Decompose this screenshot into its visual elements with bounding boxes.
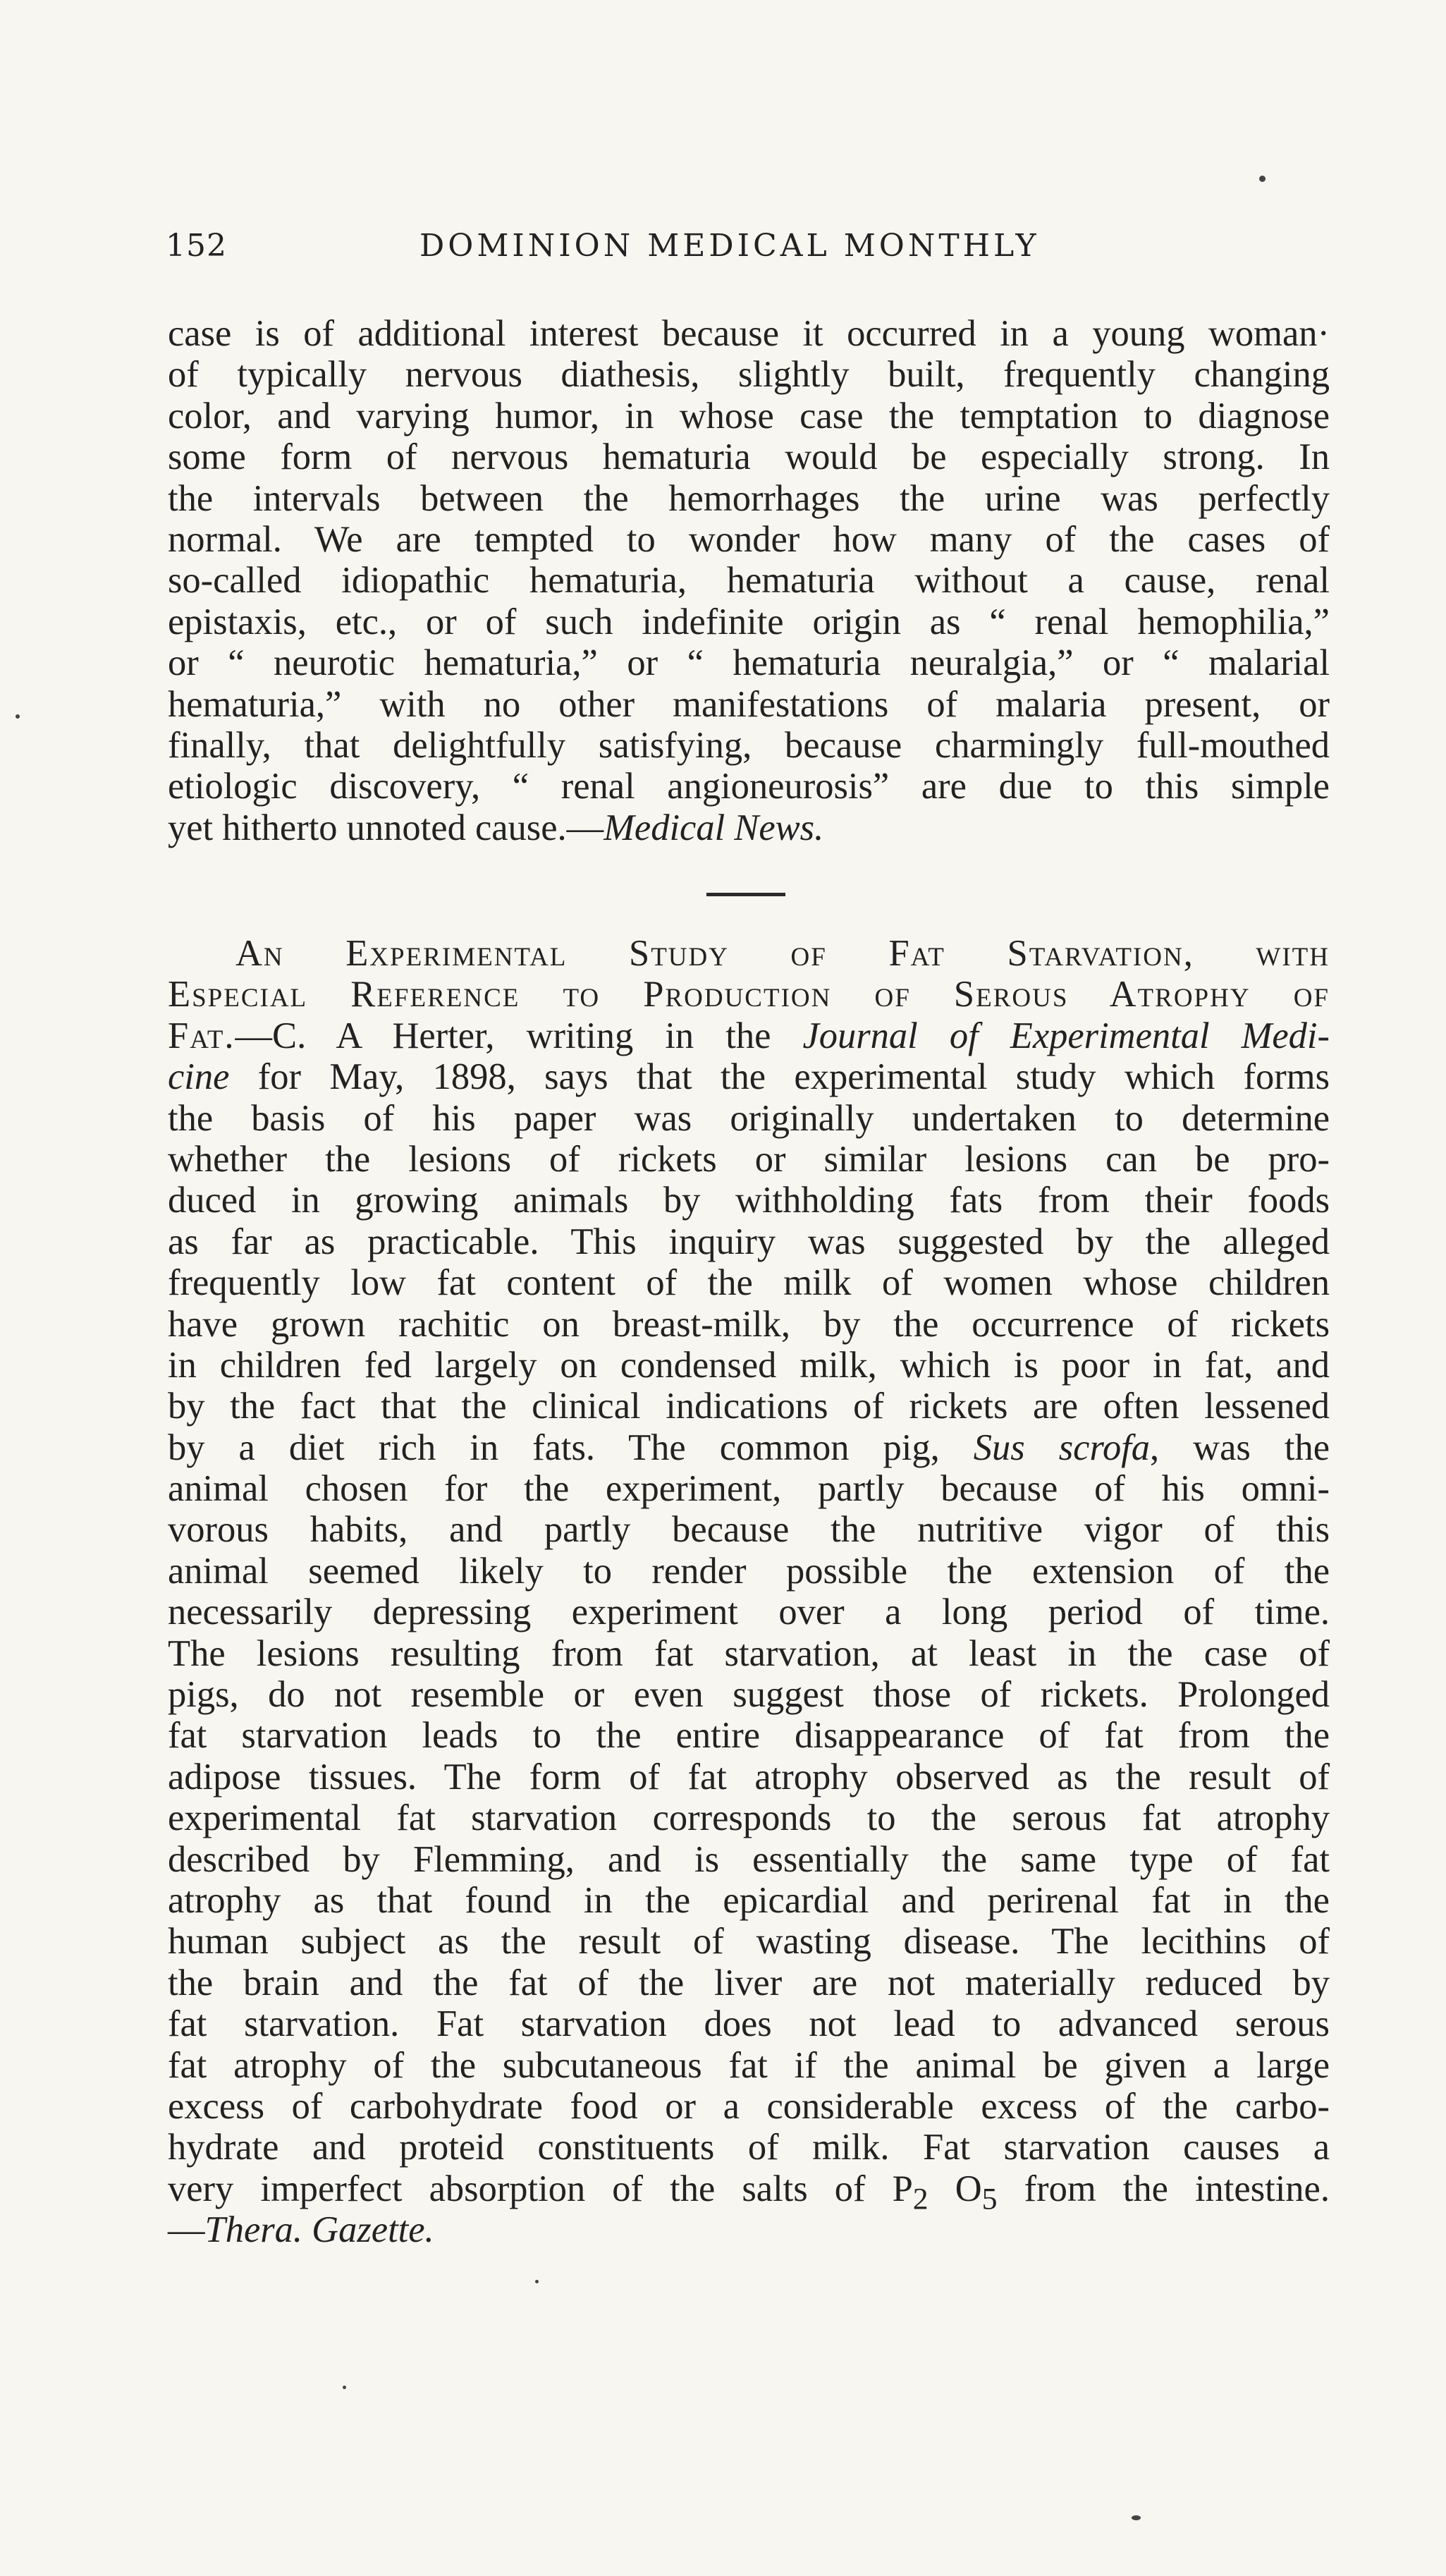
page-number: 152 (166, 228, 227, 264)
text-line: animal seemed likely to render possible the extension of the (168, 1550, 1330, 1592)
text-fragment: for May, 1898, says that the experimental study which forms (229, 1056, 1330, 1098)
text-line: whether the lesions of rickets or similar lesions can be pro- (168, 1138, 1330, 1180)
text-line: pigs, do not resemble or even suggest those of rickets. Prolonged (168, 1674, 1330, 1716)
paper-speck (343, 2386, 346, 2389)
journal-name: Journal of Experimental Medi- (802, 1015, 1330, 1056)
species-name: Sus scrofa (973, 1427, 1151, 1468)
text-line-with-formula (168, 2168, 1330, 2216)
source-citation: Thera. Gazette. (204, 2209, 434, 2251)
text-line: the intervals between the hemorrhages the urine was perfectly (168, 477, 1330, 519)
text-line: some form of nervous hematuria would be especially strong. In (168, 437, 1330, 478)
text-fragment: —C. A Herter, writing in the (235, 1015, 803, 1056)
section-divider (706, 893, 785, 896)
running-head: DOMINION MEDICAL MONTHLY (419, 228, 1040, 264)
text-fragment: from the intestine. (997, 2168, 1330, 2209)
text-line: normal. We are tempted to wonder how many of the cases of (168, 518, 1330, 560)
text-line: by the fact that the clinical indications of rickets are often lessened (168, 1386, 1330, 1427)
text-line: or “ neurotic hematuria,” or “ hematuria neuralgia,” or “ malarial (168, 642, 1330, 684)
paper-speck (1259, 176, 1266, 182)
text-line: finally, that delightfully satisfying, because charmingly full-mouthed (168, 724, 1330, 766)
text-line: epistaxis, etc., or of such indefinite origin as “ renal hemophilia,” (168, 601, 1330, 642)
text-line-with-journal (168, 1056, 1330, 1097)
page-header (166, 228, 1329, 284)
source-line (168, 2209, 1330, 2250)
text-fragment: yet hitherto unnoted cause.— (168, 807, 604, 848)
text-line: of typically nervous diathesis, slightly built, frequently changing (168, 354, 1330, 396)
text-line: so-called idiopathic hematuria, hematuria without a cause, renal (168, 560, 1330, 602)
text-line: hydrate and proteid constituents of milk. Fat starvation causes a (168, 2127, 1330, 2168)
text-line: hematuria,” with no other manifestations of malaria present, or (168, 683, 1330, 725)
text-line: the brain and the fat of the liver are not materially reduced by (168, 1962, 1330, 2003)
source-citation: Medical News. (603, 807, 824, 848)
formula-subscript: 2 (912, 2182, 929, 2216)
text-line: duced in growing animals by withholding fats from their foods (168, 1180, 1330, 1221)
article-title-end: Fat. (168, 1015, 235, 1056)
text-line: fat starvation leads to the entire disappearance of fat from the (168, 1715, 1330, 1757)
text-line: adipose tissues. The form of fat atrophy observed as the result of (168, 1756, 1330, 1797)
text-line: the basis of his paper was originally undertaken to determine (168, 1097, 1330, 1139)
text-line: described by Flemming, and is essentially the same type of fat (168, 1838, 1330, 1880)
article-title-line: An Experimental Study of Fat Starvation, with (235, 933, 1330, 974)
source-dash: — (168, 2209, 205, 2251)
text-line: frequently low fat content of the milk of women whose children (168, 1262, 1330, 1304)
text-fragment: O (928, 2168, 982, 2209)
text-line: experimental fat starvation corresponds to the serous fat atrophy (168, 1797, 1330, 1839)
text-line: have grown rachitic on breast-milk, by the occurrence of rickets (168, 1303, 1330, 1345)
text-line: necessarily depressing experiment over a long period of time. (168, 1592, 1330, 1633)
text-line-with-species (168, 1427, 1330, 1468)
text-line-with-source (168, 807, 1330, 848)
text-line: in children fed largely on condensed milk, which is poor in fat, and (168, 1344, 1330, 1386)
article-continuation (168, 313, 1330, 848)
text-line: human subject as the result of wasting disease. The lecithins of (168, 1921, 1330, 1962)
text-line: etiologic discovery, “ renal angioneurosis” are due to this simple (168, 766, 1330, 807)
text-fragment: by a diet rich in fats. The common pig, (168, 1427, 974, 1468)
text-line-with-journal (168, 1015, 1330, 1056)
text-fragment: very imperfect absorption of the salts of P (168, 2168, 913, 2209)
text-line: color, and varying humor, in whose case the temptation to diagnose (168, 395, 1330, 437)
text-line: case is of additional interest because it occurred in a young woman· (168, 313, 1330, 354)
paper-speck (1132, 2515, 1141, 2520)
text-fragment: , was the (1150, 1427, 1330, 1468)
text-line: The lesions resulting from fat starvation, at least in the case of (168, 1632, 1330, 1674)
journal-name-end: cine (168, 1056, 230, 1098)
article-title-line: Especial Reference to Production of Serous Atrophy of (168, 974, 1330, 1015)
text-line: atrophy as that found in the epicardial and perirenal fat in the (168, 1879, 1330, 1921)
text-line: vorous habits, and partly because the nutritive vigor of this (168, 1509, 1330, 1551)
text-line: as far as practicable. This inquiry was suggested by the alleged (168, 1221, 1330, 1262)
paper-speck (535, 2280, 539, 2283)
article-fat-starvation (168, 933, 1330, 2251)
formula-subscript: 5 (981, 2182, 998, 2216)
text-line: fat starvation. Fat starvation does not lead to advanced serous (168, 2003, 1330, 2045)
text-line: fat atrophy of the subcutaneous fat if the animal be given a large (168, 2044, 1330, 2086)
text-line: excess of carbohydrate food or a considerable excess of the carbo- (168, 2085, 1330, 2127)
paper-speck (16, 714, 20, 719)
text-line: animal chosen for the experiment, partly because of his omni- (168, 1468, 1330, 1510)
